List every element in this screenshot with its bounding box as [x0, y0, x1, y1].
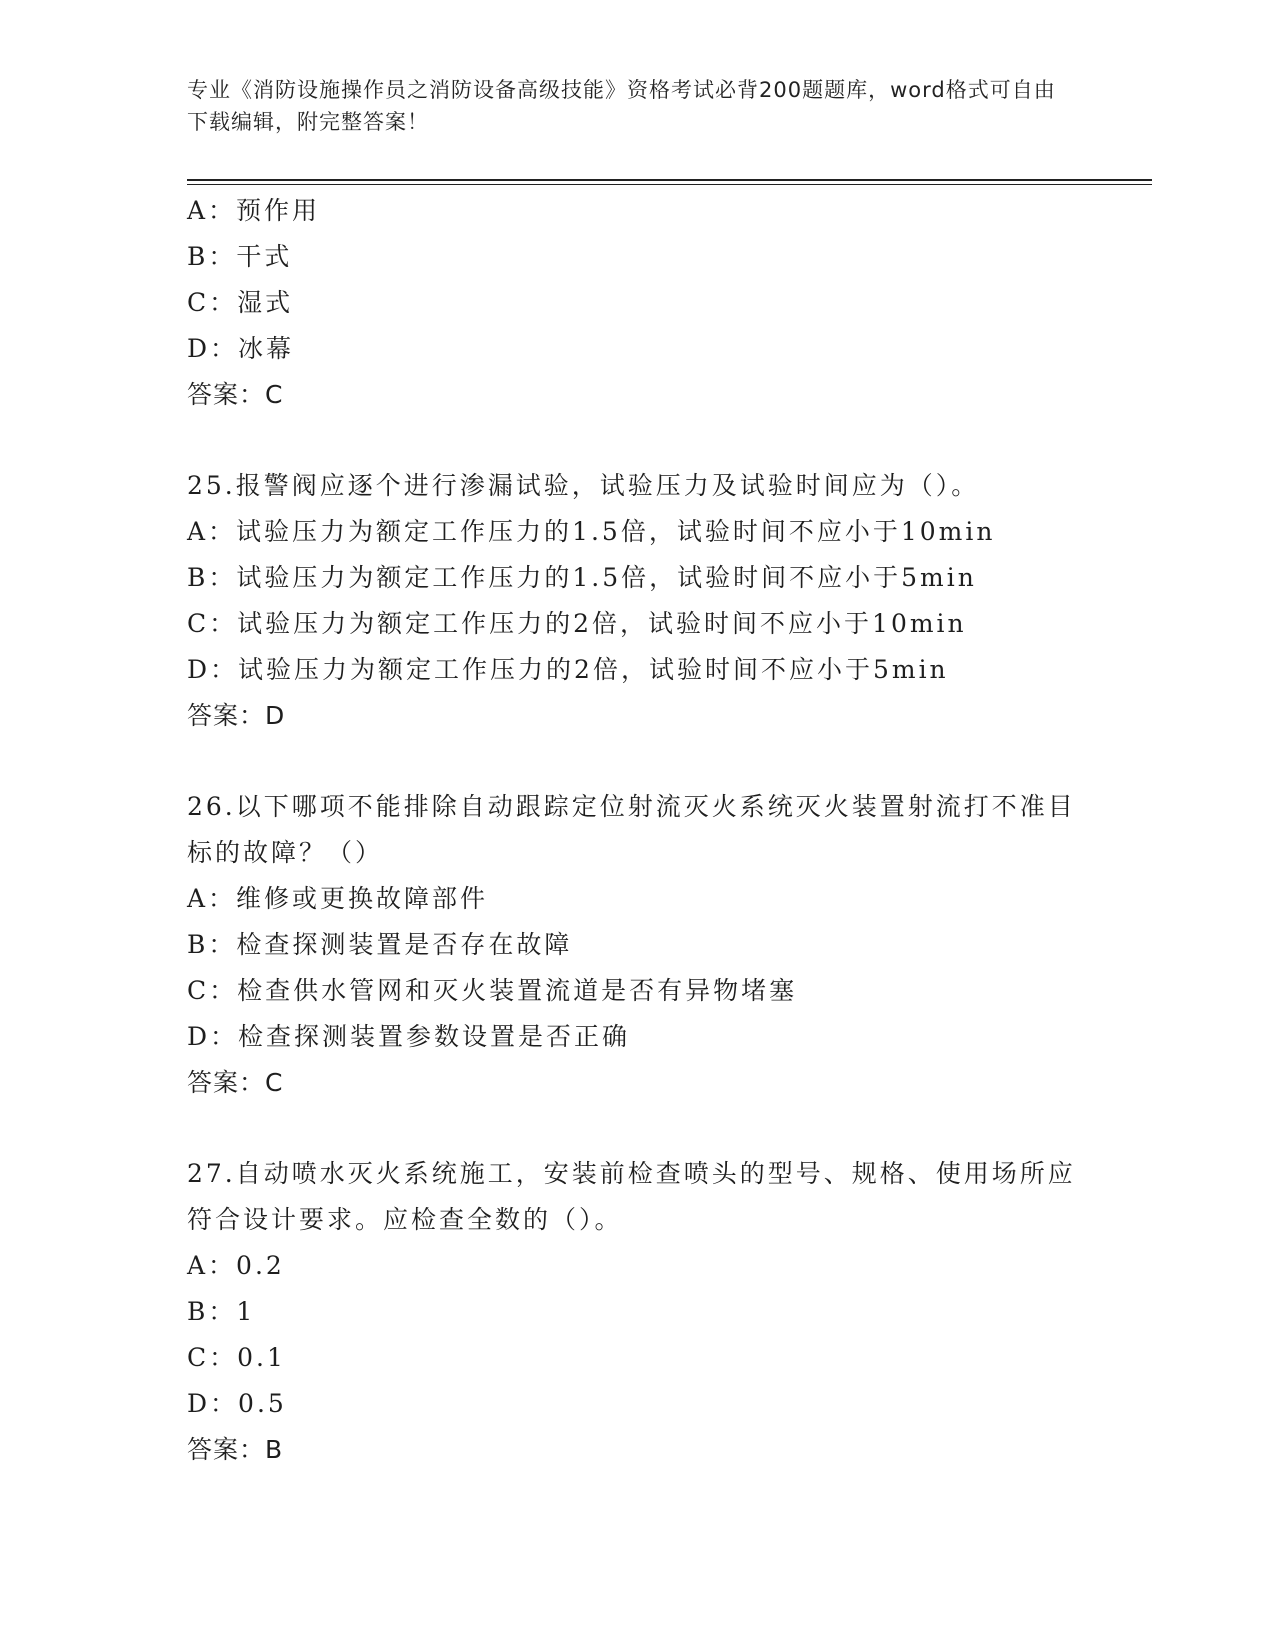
- option-b: B：试验压力为额定工作压力的1.5倍，试验时间不应小于5min: [187, 563, 977, 592]
- header-divider-thin: [187, 184, 1152, 185]
- answer-line: 答案：C: [187, 1068, 284, 1097]
- option-a: A：试验压力为额定工作压力的1.5倍，试验时间不应小于10min: [187, 517, 996, 546]
- option-b: B：检查探测装置是否存在故障: [187, 930, 573, 959]
- question-block-25: [187, 463, 1087, 739]
- header-divider-thick: [187, 179, 1152, 181]
- question-text: 27.自动喷水灭火系统施工，安装前检查喷头的型号、规格、使用场所应符合设计要求。应检查全数的（）。: [187, 1159, 1076, 1234]
- option-a: A：0.2: [187, 1251, 285, 1280]
- question-block-24: [187, 188, 1087, 418]
- option-c: C：试验压力为额定工作压力的2倍，试验时间不应小于10min: [187, 609, 967, 638]
- question-text: 25.报警阀应逐个进行渗漏试验，试验压力及试验时间应为（）。: [187, 471, 980, 500]
- option-d: D：检查探测装置参数设置是否正确: [187, 1022, 631, 1051]
- question-block-26: [187, 784, 1087, 1106]
- option-d: D：试验压力为额定工作压力的2倍，试验时间不应小于5min: [187, 655, 949, 684]
- answer-line: 答案：B: [187, 1435, 284, 1464]
- option-d: D：0.5: [187, 1389, 287, 1418]
- option-b: B：1: [187, 1297, 256, 1326]
- option-c: C：0.1: [187, 1343, 286, 1372]
- spacer: [187, 1106, 1087, 1151]
- spacer: [187, 418, 1087, 463]
- answer-line: 答案：D: [187, 701, 286, 730]
- option-d: D：冰幕: [187, 334, 295, 363]
- document-header: 专业《消防设施操作员之消防设备高级技能》资格考试必背200题题库，word格式可自由下载编辑，附完整答案！: [187, 78, 1056, 134]
- answer-line: 答案：C: [187, 380, 284, 409]
- spacer: [187, 739, 1087, 784]
- option-a: A：预作用: [187, 196, 321, 225]
- option-b: B：干式: [187, 242, 293, 271]
- question-text: 26.以下哪项不能排除自动跟踪定位射流灭火系统灭火装置射流打不准目标的故障？（）: [187, 792, 1076, 867]
- option-c: C：检查供水管网和灭火装置流道是否有异物堵塞: [187, 976, 798, 1005]
- option-a: A：维修或更换故障部件: [187, 884, 489, 913]
- question-list: [187, 188, 1087, 1473]
- question-block-27: [187, 1151, 1087, 1473]
- option-c: C：湿式: [187, 288, 294, 317]
